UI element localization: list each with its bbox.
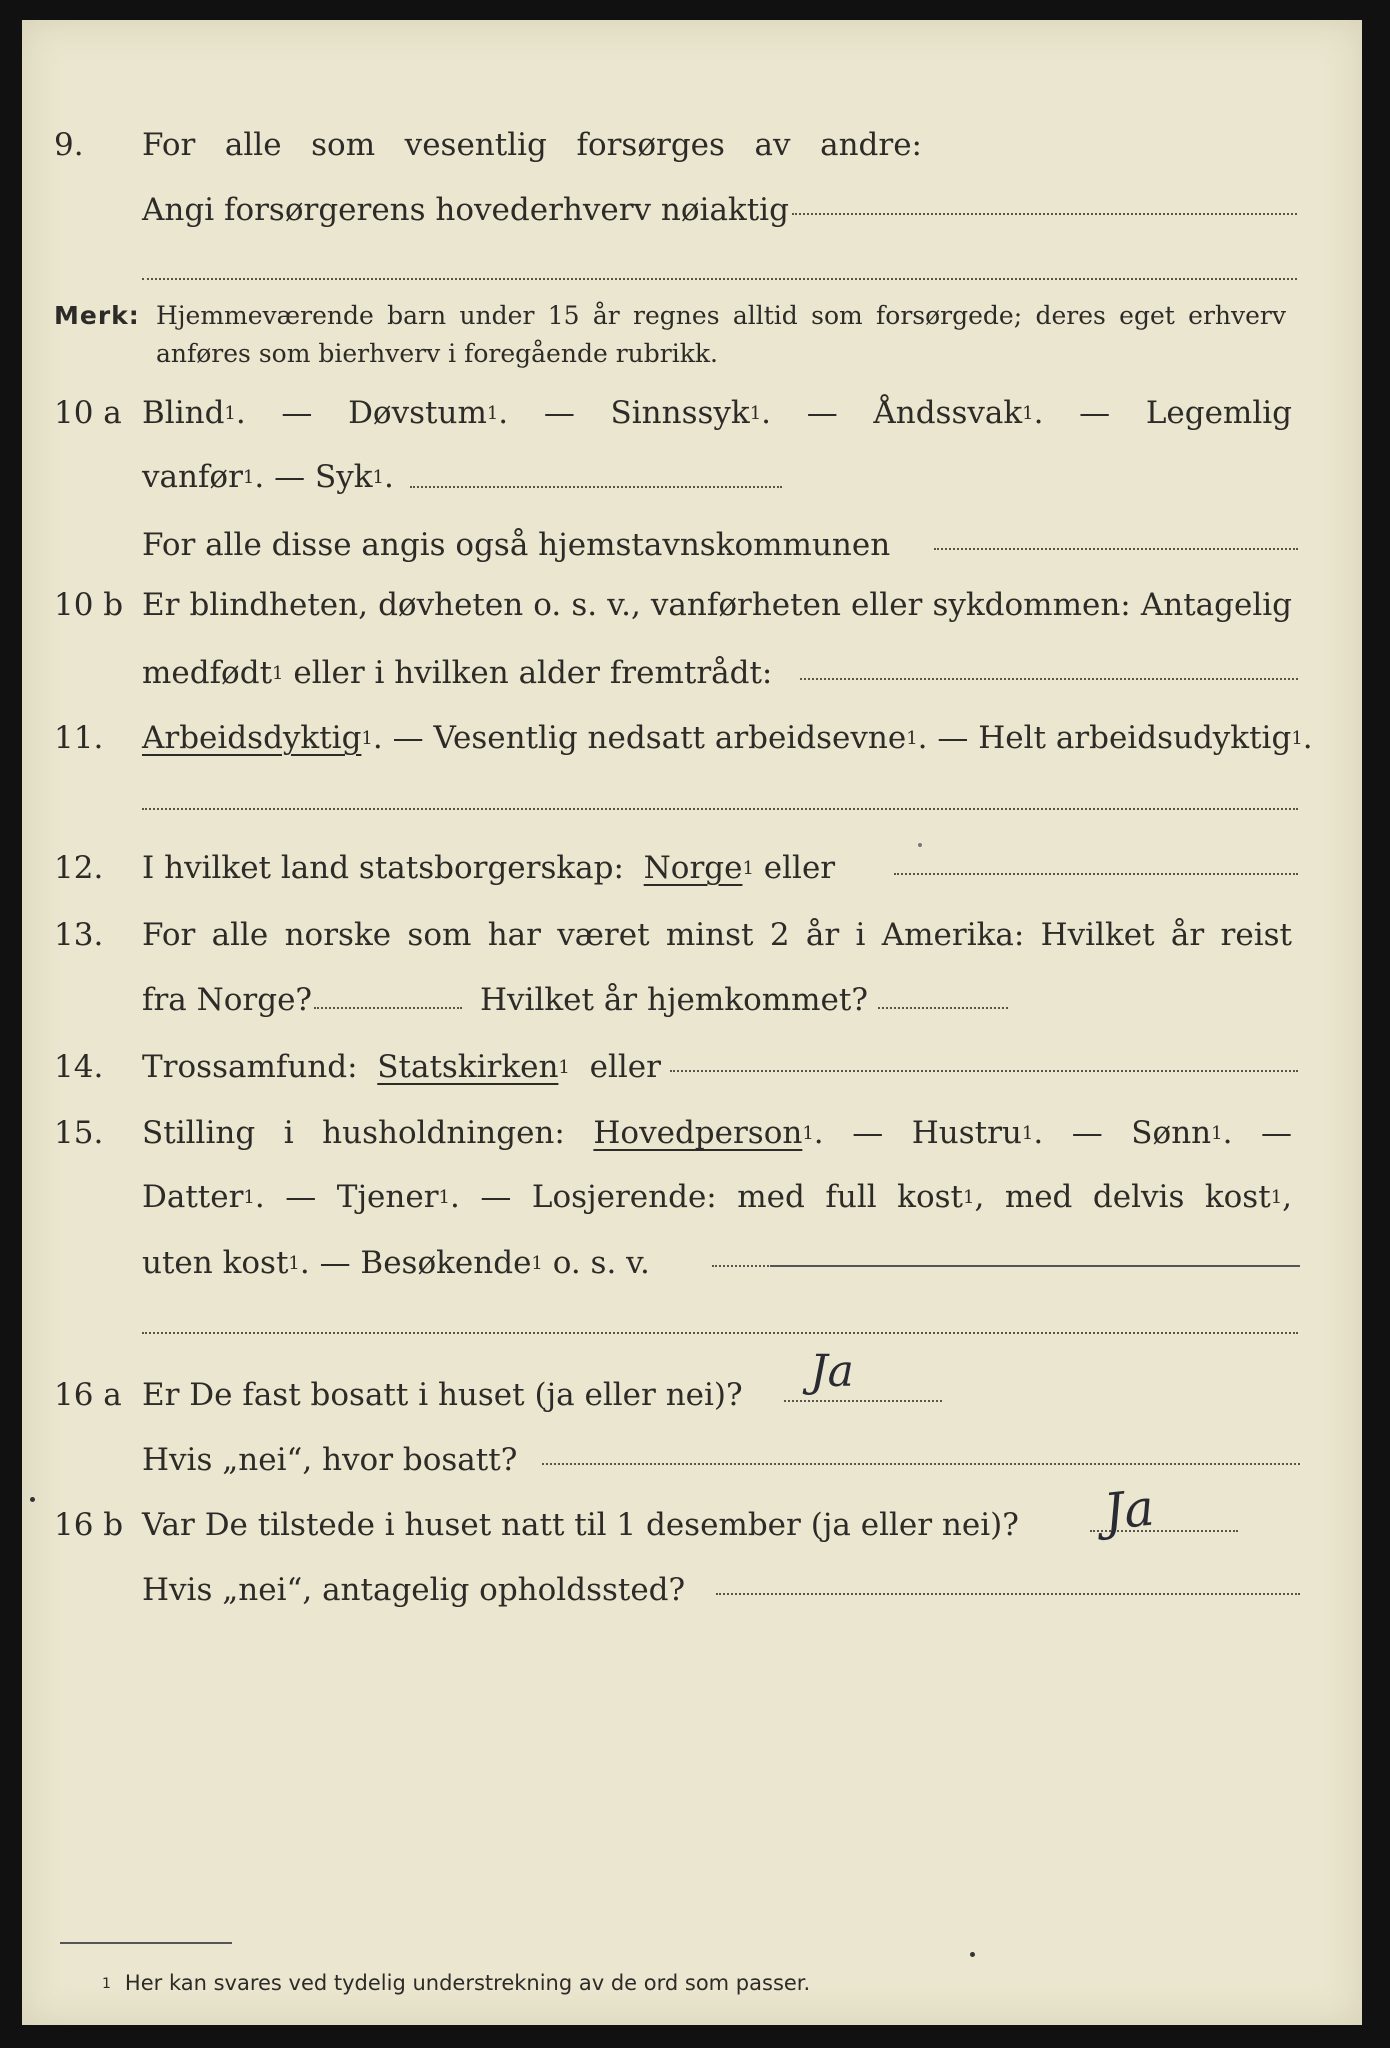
q15-number: 15. [54, 1115, 104, 1151]
q15-answer-dots[interactable] [712, 1265, 772, 1267]
option-tjener[interactable]: — Tjener [285, 1179, 439, 1215]
q16b-row-2 [22, 1565, 1362, 1615]
q10a-answer-line[interactable] [410, 486, 782, 488]
q12-number: 12. [54, 850, 104, 886]
q14-number: 14. [54, 1049, 104, 1085]
merk-line2: anføres som bierhverv i foregående rubrikk. [156, 339, 718, 368]
merk-line1: Hjemmeværende barn under 15 år regnes alltid som forsørgede; deres eget erhverv [156, 301, 1286, 330]
q16a-bosatt-line[interactable] [542, 1463, 1300, 1465]
q16a-row [22, 1370, 1362, 1420]
merk-label: Merk: [54, 301, 140, 330]
option-full-kost[interactable]: med full kost [737, 1179, 963, 1215]
q13-hjemkommet-line[interactable] [878, 1007, 1008, 1009]
option-hustru[interactable]: — Hustru [852, 1115, 1022, 1151]
option-medfodt[interactable]: medfødt [142, 655, 273, 691]
q10a-hjemstavn-line[interactable] [934, 548, 1298, 550]
footnote [102, 1970, 810, 1999]
q15-row-2 [22, 1172, 1362, 1222]
option-datter[interactable]: Datter [142, 1179, 244, 1215]
option-besokende[interactable]: — Besøkende [319, 1245, 532, 1281]
q15-line3: uten kost$^1$. — Besøkende$^1$ o. s. v. [142, 1245, 650, 1281]
option-hovedperson[interactable]: Hovedperson [593, 1115, 803, 1151]
q10a-line3: For alle disse angis også hjemstavnskommunen [142, 527, 891, 563]
q10b-number: 10 b [54, 587, 124, 623]
q10a-row-3 [22, 520, 1362, 570]
q15-line2: Datter$^1$. — Tjener$^1$. — Losjerende: med full kost$^1$, med delvis kost$^1$, [142, 1179, 1292, 1215]
q16a-line2: Hvis „nei“, hvor bosatt? [142, 1442, 518, 1478]
q9-row-2 [22, 185, 1362, 235]
q16a-answer-line[interactable] [784, 1400, 942, 1402]
q9-row [22, 120, 1362, 170]
q12-line: I hvilket land statsborgerskap: Norge$^1$ eller [142, 850, 836, 886]
option-syk[interactable]: Syk [314, 459, 373, 495]
option-legemlig[interactable]: Legemlig [1145, 395, 1293, 431]
option-sonn[interactable]: — Sønn [1071, 1115, 1212, 1151]
ink-speck [30, 1497, 35, 1502]
q15-row-3 [22, 1238, 1362, 1288]
option-vanfor[interactable]: vanfør [142, 459, 243, 495]
q11-number: 11. [54, 720, 104, 756]
footnote-text: Her kan svares ved tydelig understrekning av de ord som passer. [124, 1971, 811, 1995]
q9-answer-line[interactable] [792, 213, 1297, 215]
q16b-row [22, 1500, 1362, 1550]
q13-row-2 [22, 975, 1362, 1025]
q15-answer-line[interactable] [770, 1265, 1300, 1267]
q10b-line2: medfødt$^1$ eller i hvilken alder fremtrådt: [142, 655, 773, 691]
option-statskirken[interactable]: Statskirken [377, 1049, 559, 1085]
ink-speck [918, 843, 922, 847]
q9-line2: Angi forsørgerens hovederhverv nøiaktig [142, 192, 789, 228]
q11-row [22, 713, 1362, 763]
q9-answer-line-2[interactable] [142, 278, 1297, 280]
q10a-line2: vanfør$^1$. — Syk$^1$. [142, 459, 394, 495]
q14-row [22, 1042, 1362, 1092]
q16a-handwritten-answer[interactable]: Ja [810, 1346, 854, 1397]
q16a-line1: Er De fast bosatt i huset (ja eller nei)? [142, 1377, 743, 1413]
q13-reist-line[interactable] [314, 1007, 462, 1009]
option-nedsatt[interactable]: — Vesentlig nedsatt arbeidsevne [392, 720, 907, 756]
option-uten-kost[interactable]: uten kost [142, 1245, 289, 1281]
merk-note [54, 297, 1286, 335]
q16b-number: 16 b [54, 1507, 124, 1543]
q12-answer-line[interactable] [894, 873, 1298, 875]
q10b-line1: Er blindheten, døvheten o. s. v., vanførheten eller sykdommen: Antagelig [142, 587, 1292, 623]
q13-number: 13. [54, 917, 104, 953]
q15-row [22, 1108, 1362, 1158]
option-delvis-kost[interactable]: med delvis kost [1004, 1179, 1271, 1215]
q10a-line1: Blind$^1$. — Døvstum$^1$. — Sinnssyk$^1$. — Åndssvak$^1$. — Legemlig [142, 395, 1293, 431]
q10b-row-2 [22, 648, 1362, 698]
q10a-number: 10 a [54, 395, 122, 431]
q16b-line2: Hvis „nei“, antagelig opholdssted? [142, 1572, 686, 1608]
q9-line1: For alle som vesentlig forsørges av andre: [142, 127, 922, 163]
q9-number: 9. [54, 127, 84, 163]
q11-line1: Arbeidsdyktig$^1$. — Vesentlig nedsatt arbeidsevne$^1$. — Helt arbeidsudyktig$^1$. [142, 720, 1313, 756]
footnote-mark: 1 [102, 1976, 111, 1992]
q15-answer-line-2[interactable] [142, 1332, 1298, 1334]
footnote-rule [60, 1942, 232, 1944]
q13-fra-norge: fra Norge? [142, 982, 313, 1018]
q13-hjemkommet: Hvilket år hjemkommet? [480, 982, 868, 1018]
option-dovstum[interactable]: Døvstum [348, 395, 487, 431]
option-norge[interactable]: Norge [643, 850, 743, 886]
q10b-answer-line[interactable] [800, 678, 1298, 680]
q13-line1: For alle norske som har været minst 2 år i Amerika: Hvilket år reist [142, 917, 1292, 953]
census-form-page [22, 20, 1362, 2025]
q10b-row [22, 580, 1362, 630]
q16a-number: 16 a [54, 1377, 122, 1413]
option-sinnssyk[interactable]: Sinnssyk [610, 395, 750, 431]
q14-answer-line[interactable] [670, 1070, 1298, 1072]
q15-line1: Stilling i husholdningen: Hovedperson$^1$. — Hustru$^1$. — Sønn$^1$. — [142, 1115, 1292, 1151]
q14-line: Trossamfund: Statskirken$^1$ eller [142, 1049, 661, 1085]
option-udyktig[interactable]: — Helt arbeidsudyktig [937, 720, 1292, 756]
q16b-opholdssted-line[interactable] [716, 1593, 1300, 1595]
option-blind[interactable]: Blind [142, 395, 225, 431]
q10a-row-2 [22, 452, 1362, 502]
q16a-row-2 [22, 1435, 1362, 1485]
q11-answer-line[interactable] [142, 808, 1298, 810]
q16b-line1: Var De tilstede i huset natt til 1 desember (ja eller nei)? [142, 1507, 1019, 1543]
q13-row [22, 910, 1362, 960]
ink-speck [970, 1952, 975, 1957]
option-andssvak[interactable]: Åndssvak [873, 395, 1023, 431]
option-arbeidsdyktig[interactable]: Arbeidsdyktig [142, 720, 362, 756]
q16b-handwritten-answer[interactable]: Ja [1101, 1478, 1157, 1542]
q12-row [22, 843, 1362, 893]
q10a-row [22, 388, 1362, 438]
